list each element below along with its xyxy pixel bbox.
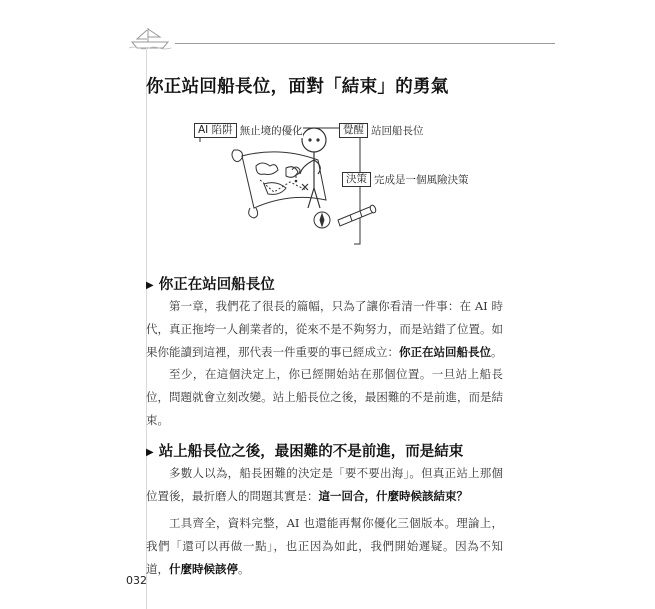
paragraph-text: 多數人以為，船長困難的決定是「要不要出海」。但真正站上那個位置後，最折磨人的問題其實是： — [146, 466, 503, 503]
tag-text: 站回船長位 — [371, 125, 424, 137]
header-rule — [175, 43, 555, 44]
illustration-tag-awakening — [339, 123, 424, 138]
tag-key: 覺醒 — [339, 123, 368, 138]
tag-text: 無止境的優化 — [239, 125, 303, 137]
section-heading-text: 你正在站回船長位 — [158, 277, 275, 293]
body-paragraph — [146, 295, 503, 364]
section-heading — [146, 440, 463, 461]
body-paragraph — [146, 462, 503, 508]
paragraph-text: 第一章，我們花了很長的篇幅，只為了讓你看清一件事：在 AI 時代，真正拖垮一人創業者的，從來不是不夠努力，而是站錯了位置。如果你能讀到這裡，那代表一件重要的事已經成立： — [146, 299, 503, 359]
spyglass-icon — [338, 204, 377, 226]
ship-icon — [128, 26, 174, 50]
section-heading — [146, 273, 275, 294]
tag-key: AI 陷阱 — [194, 123, 237, 138]
tag-key: 決策 — [342, 172, 371, 187]
compass-icon — [314, 212, 330, 228]
tag-text: 完成是一個風險決策 — [374, 174, 469, 186]
emphasis-text: 這一回合，什麼時候該結束？ — [318, 489, 468, 503]
triangle-bullet-icon: ▶ — [146, 280, 154, 291]
body-paragraph — [146, 363, 503, 432]
chapter-title: 你正站回船長位，面對「結束」的勇氣 — [146, 77, 449, 97]
paragraph-text: 至少，在這個決定上，你已經開始站在那個位置。一旦站上船長位，問題就會立刻改變。站上船長位之後，最困難的不是前進，而是結束。 — [146, 367, 503, 427]
paragraph-tail: 。 — [238, 562, 250, 576]
illustration-tag-ai-trap — [194, 123, 303, 138]
body-paragraph — [146, 512, 503, 581]
paragraph-tail: 。 — [491, 345, 503, 359]
section-heading-text: 站上船長位之後，最困難的不是前進，而是結束 — [158, 444, 464, 460]
emphasis-text: 什麼時候該停 — [169, 562, 238, 576]
paragraph-text: 工具齊全，資料完整，AI 也還能再幫你優化三個版本。理論上，我們「還可以再做一點」，也正因為如此，我們開始遲疑。因為不知道， — [146, 516, 503, 576]
page-number: 032 — [126, 574, 147, 587]
emphasis-text: 你正在站回船長位 — [399, 345, 491, 359]
illustration-tag-decision — [342, 172, 469, 187]
triangle-bullet-icon: ▶ — [146, 447, 154, 458]
treasure-map — [232, 150, 326, 218]
